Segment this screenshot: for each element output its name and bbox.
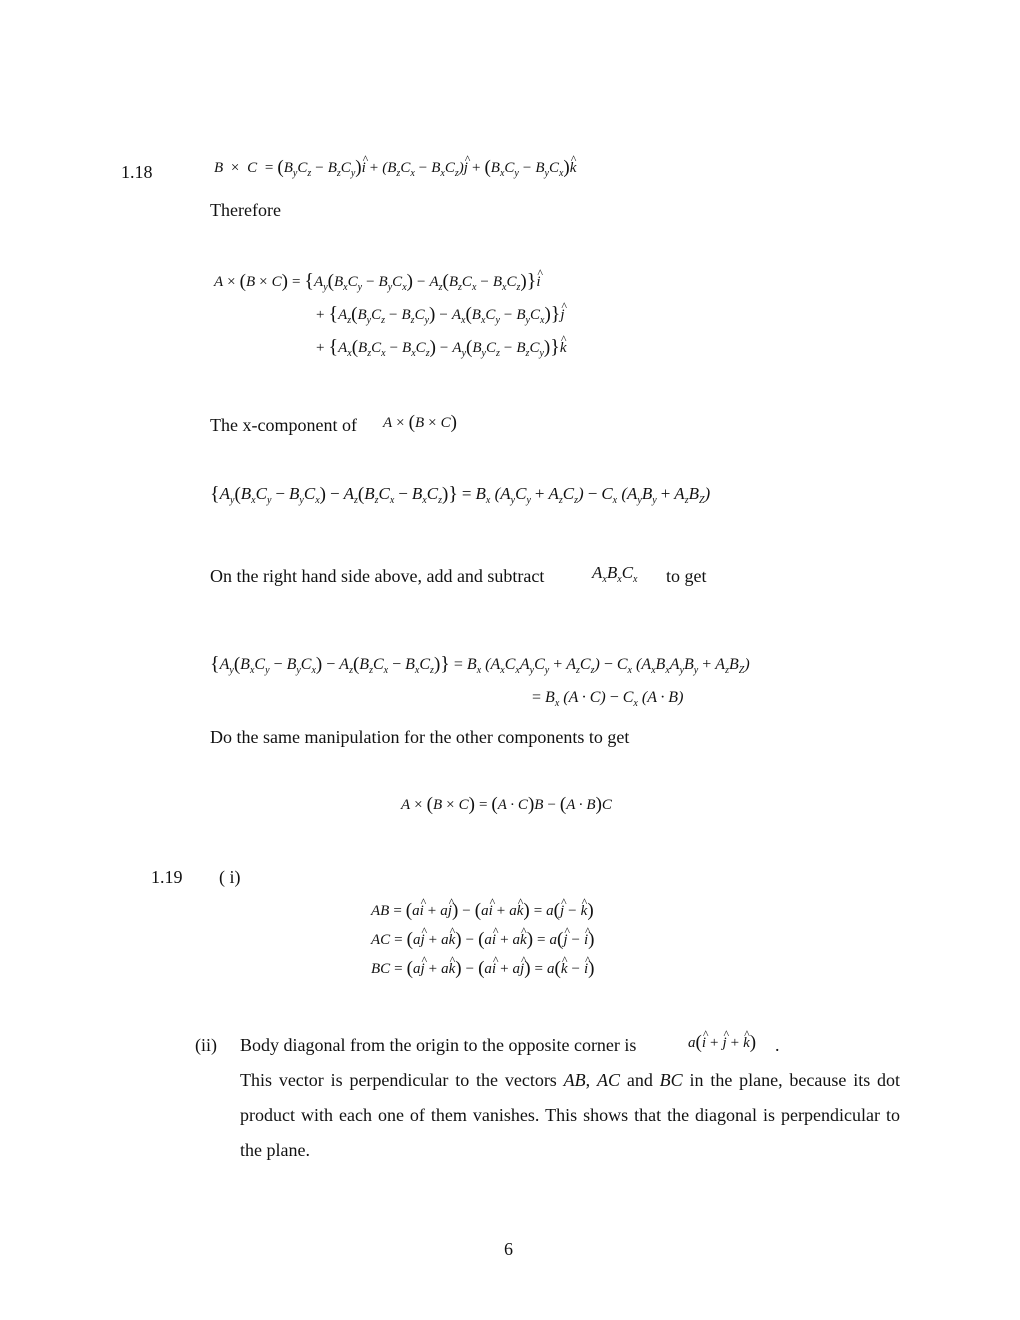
page-number: 6	[504, 1239, 513, 1259]
equation-text: $B \times C = (B_yC_z$ − $B_zC_y)\^{}$ $i + (B_zC_x$ − $B_xC_z)\^{}$ $j + (B_xC_y$ − $B_yC_x)\^{}$ k	[214, 160, 576, 176]
equation-triple-line-1: $A \times (B \times C) = \{A_y(B_xC_y - B_yC_x) - A_z(B_zC_x$ − $B_xC_z)\}\^{}$ i	[214, 271, 541, 298]
equation-bac-cab-result: A × (B × C) = (A · C)B − (A · B)C	[401, 794, 612, 815]
therefore-text: Therefore	[210, 200, 281, 220]
equation-bc: BC = (a^ j + a^ k) − (a^ i + a^ j) = a(^ k −^ i)	[371, 959, 594, 979]
same-manipulation-text: Do the same manipulation for the other components to get	[210, 727, 630, 747]
problem-number-1-19: 1.19	[151, 867, 183, 887]
part-i-label: ( i)	[219, 867, 241, 887]
equation-triple-line-3: + {$A_x(B_zC_x - B_xC_z) - A_y(B_yC_z$ − $B_zC_y)\}\^{}$ k	[312, 337, 567, 364]
body-diagonal-expression: a(^ i +^ j +^ k)	[688, 1033, 756, 1053]
equation-ac: AC = (a^ j + a^ k) − (a^ i + a^ k) = a(^ j −^ i)	[371, 930, 594, 950]
equation-b-cross-c	[214, 158, 576, 184]
to-get-text: to get	[666, 566, 707, 586]
equation-manipulation-line-2: = $B_x$ $(A \cdot C) - C_x$ (A · B)	[532, 689, 684, 709]
add-subtract-expression: $A_xB_xC_x$	[592, 563, 638, 585]
equation-ab: AB = (a^ i + a^ j) − (a^ i + a^ k) = a(^ j −^ k)	[371, 901, 594, 921]
add-subtract-text: On the right hand side above, add and subtract	[210, 566, 545, 586]
x-component-text: The x-component of	[210, 415, 357, 435]
part-ii-label: (ii)	[195, 1035, 217, 1055]
perpendicular-paragraph: This vector is perpendicular to the vectors AB, AC and BC in the plane, because its dot product with each one of them vanishes. This shows that the diagonal is perpendicular to the plane.	[240, 1070, 901, 1160]
x-component-expression: A × (B × C)	[383, 412, 457, 433]
equation-x-component: $\{A_y(B_xC_y - B_yC_x) - A_z(B_zC_x - B_xC_z)\} = B_x$ $(A_yC_y + A_zC_z) - C_x$ $(A_yB_y + A_zB_Z)$	[210, 483, 711, 506]
problem-number-1-18: 1.18	[121, 162, 153, 182]
equation-triple-line-2: + {$A_z(B_yC_z - B_zC_y) - A_x(B_xC_y$ − $B_yC_x)\}\^{}$ j	[312, 304, 565, 331]
part-ii-text: Body diagonal from the origin to the opposite corner is	[240, 1035, 637, 1055]
equation-manipulation-line-1: $\{A_y(B_xC_y - B_yC_x) - A_z(B_zC_x - B_xC_z)\} = B_x$ $(A_xC_xA_yC_y + A_zC_z) - C_x$ $(A_xB_xA_yB_y + A_zB_Z)$	[210, 653, 750, 676]
part-ii-period: .	[775, 1035, 780, 1055]
